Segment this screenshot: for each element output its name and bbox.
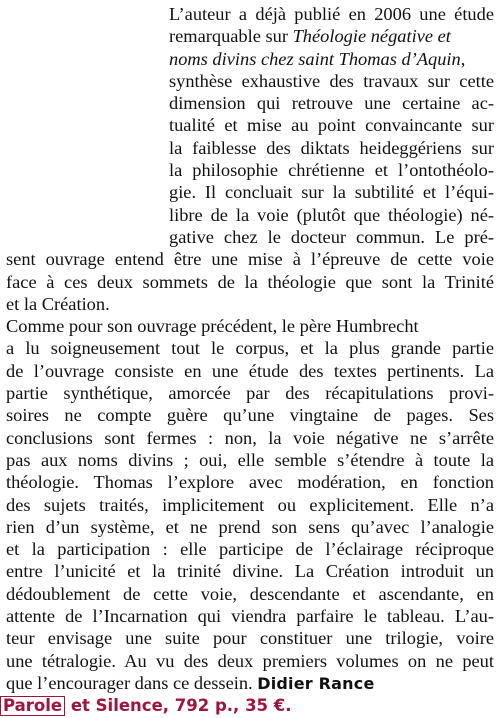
text-line: pas aux noms divins ; oui, elle semble s’étendre à toute la (6, 449, 494, 470)
text-line: gie. Il concluait sur la subtilité et l’équi- (169, 182, 494, 203)
review-text (3, 3, 494, 718)
text-line: entre l’unicité et la trinité divine. La Création introduit un (6, 561, 494, 582)
text-line: synthèse exhaustive des travaux sur cette (169, 70, 494, 91)
text-line: soires ne compte guère qu’une vingtaine de pages. Ses (6, 405, 494, 426)
text-line: noms divins chez saint Thomas d’Aquin, (169, 48, 466, 69)
text-line: théologie. Thomas l’explore avec modération, en fonction (6, 472, 494, 493)
text-line: remarquable sur Théologie négative et (169, 26, 451, 47)
publisher-box: Parole (0, 696, 65, 716)
text-line: et la participation : elle participe de l’éclairage réciproque (6, 539, 494, 560)
text-line: attente de l’Incarnation qui viendra parfaire le tableau. L’au- (6, 606, 494, 627)
book-title-part: Théologie négative et (292, 26, 451, 47)
text-line: rien d’un système, et ne prend son sens qu’avec l’analogie (6, 516, 494, 537)
text-line: face à ces deux sommets de la théologie que sont la Trinité (6, 271, 494, 292)
publication-details: et Silence, 792 p., 35 €. (65, 696, 292, 716)
text-line: la philosophie chrétienne et l’ontothéolo- (169, 160, 494, 181)
author-name: Didier Rance (257, 673, 375, 693)
text-line: une tétralogie. Au vu des deux premiers volumes on ne peut (6, 650, 494, 671)
text-line: dédoublement de cette voie, descendante et ascendante, en (6, 583, 494, 604)
text-line: partie synthétique, amorcée par des récapitulations provi- (6, 383, 494, 404)
text-line: gative chez le docteur commun. Le pré- (169, 226, 494, 247)
text-line: libre de la voie (plutôt que théologie) né- (169, 204, 494, 225)
text-line: tualité et mise au point convaincante sur (169, 115, 494, 136)
text-line: sent ouvrage entend être une mise à l’épreuve de cette voie (6, 249, 494, 270)
text-line: conclusions sont fermes : non, la voie négative ne s’arrête (6, 427, 494, 448)
text-line: L’auteur a déjà publié en 2006 une étude (169, 4, 494, 24)
text-line: la faiblesse des diktats heideggériens sur (169, 137, 494, 158)
text-line: Comme pour son ouvrage précédent, le père Humbrecht (6, 316, 419, 337)
text-line: dimension qui retrouve une certaine ac- (169, 93, 494, 114)
publication-info (3, 695, 494, 717)
book-title-part: noms divins chez saint Thomas d’Aquin (169, 48, 461, 69)
text-line: teur envisage une suite pour constituer une trilogie, voire (6, 628, 494, 649)
text-line: de l’ouvrage consiste en une étude des textes pertinents. La (6, 360, 494, 381)
text-line: que l’encourager dans ce dessein. Didier Rance (6, 672, 375, 693)
text-line: des sujets traités, implicitement ou explicitement. Elle n’a (6, 494, 494, 515)
text-line: a lu soigneusement tout le corpus, et la plus grande partie (6, 338, 494, 359)
text-line: et la Création. (6, 293, 110, 314)
